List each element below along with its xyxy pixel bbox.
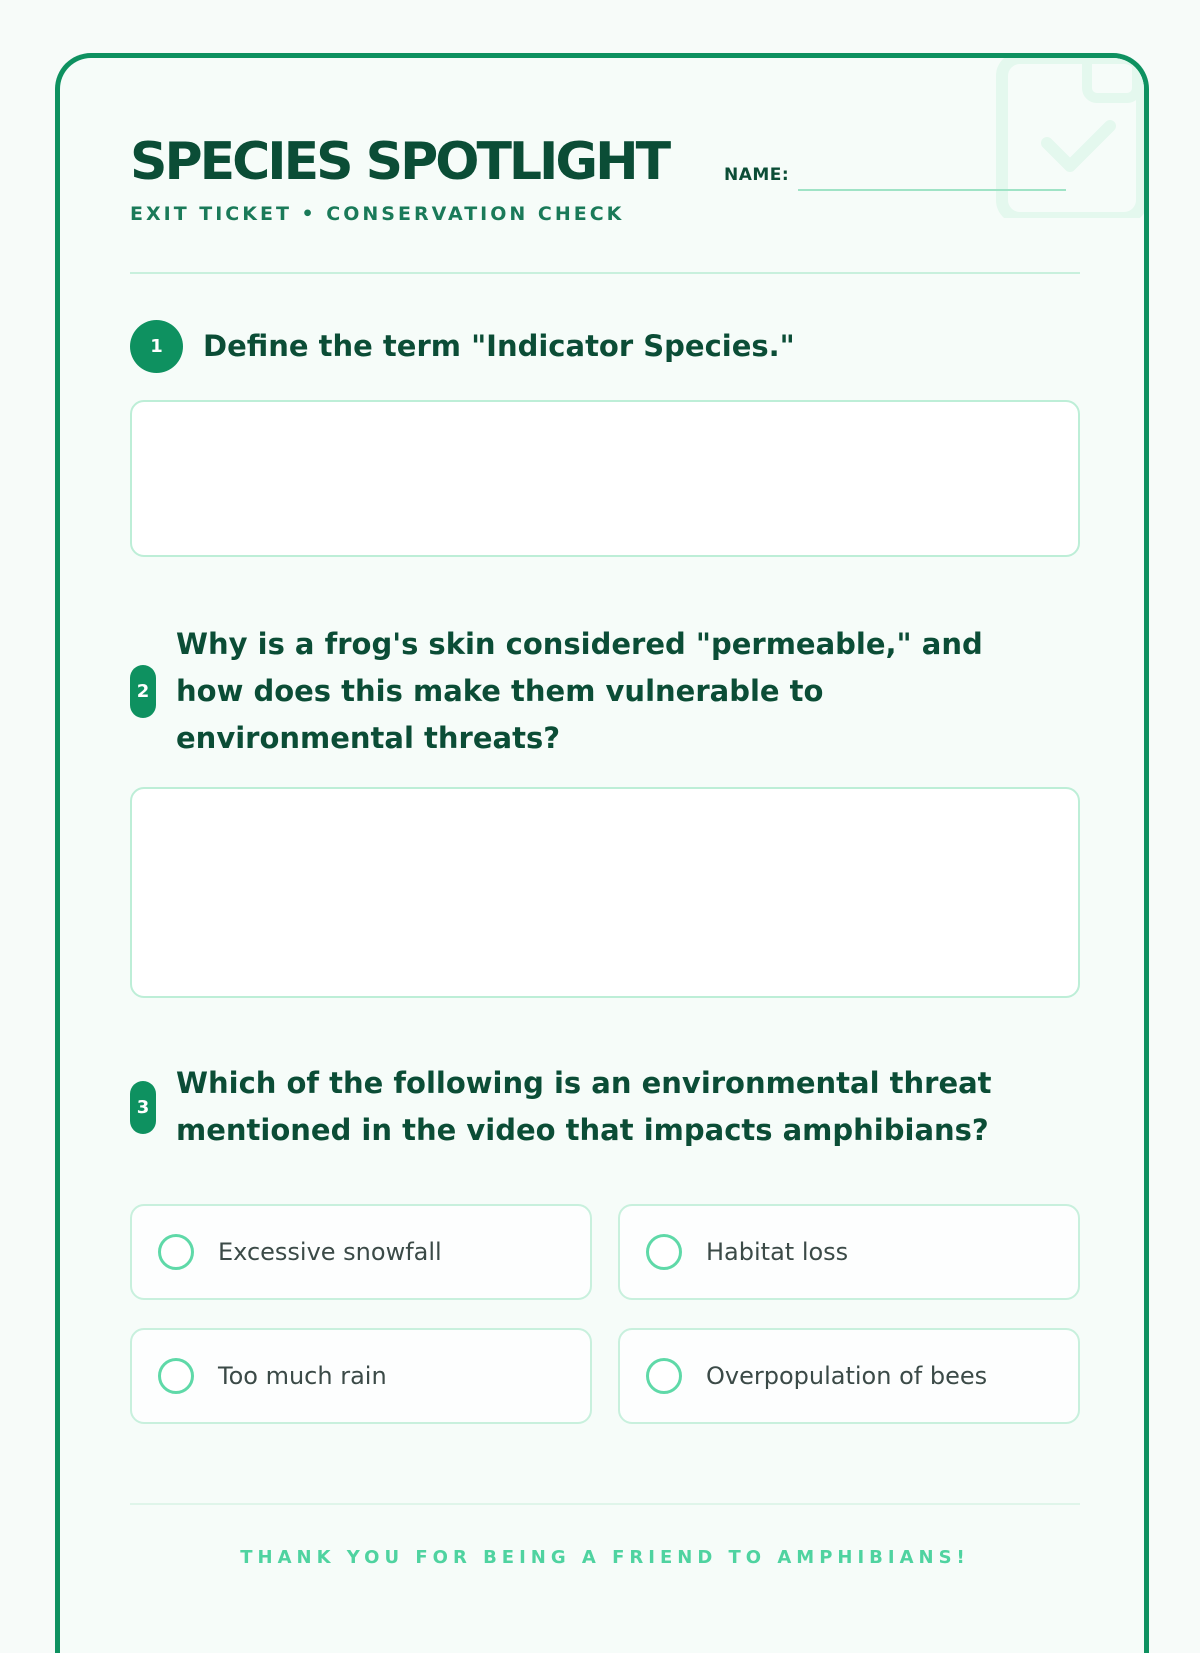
question-number-badge: 1 <box>130 320 183 373</box>
answer-box-2[interactable] <box>130 787 1080 998</box>
radio-icon[interactable] <box>646 1234 682 1270</box>
question-number-badge: 3 <box>130 1081 156 1134</box>
radio-icon[interactable] <box>646 1358 682 1394</box>
exit-ticket-card <box>55 53 1149 1653</box>
option-label: Overpopulation of bees <box>706 1362 988 1390</box>
option-label: Excessive snowfall <box>218 1238 442 1266</box>
ticket-header <box>130 132 1080 225</box>
header-divider <box>130 272 1080 274</box>
name-field-group <box>724 156 1080 191</box>
footer-message: THANK YOU FOR BEING A FRIEND TO AMPHIBIANS! <box>240 1547 970 1568</box>
option-label: Habitat loss <box>706 1238 849 1266</box>
question-2 <box>130 621 1080 762</box>
option-too-much-rain[interactable] <box>130 1328 592 1424</box>
answer-options <box>130 1204 1080 1426</box>
option-label: Too much rain <box>218 1362 387 1390</box>
option-overpopulation-of-bees[interactable] <box>618 1328 1080 1424</box>
question-text: Define the term "Indicator Species." <box>203 329 795 363</box>
page-title: SPECIES SPOTLIGHT <box>130 132 669 192</box>
question-text: Why is a frog's skin considered "permeable," and how does this make them vulnerable to environmental threats? <box>176 627 983 755</box>
option-excessive-snowfall[interactable] <box>130 1204 592 1300</box>
page-subtitle: EXIT TICKET • CONSERVATION CHECK <box>130 203 625 225</box>
question-1 <box>130 320 1080 373</box>
radio-icon[interactable] <box>158 1234 194 1270</box>
question-3 <box>130 1060 1080 1154</box>
name-label: NAME: <box>724 165 790 185</box>
question-number-badge: 2 <box>130 665 156 718</box>
option-habitat-loss[interactable] <box>618 1204 1080 1300</box>
question-text: Which of the following is an environmental threat mentioned in the video that impacts amphibians? <box>176 1066 992 1147</box>
answer-box-1[interactable] <box>130 400 1080 557</box>
name-input[interactable] <box>798 189 1066 191</box>
footer-divider <box>130 1503 1080 1505</box>
radio-icon[interactable] <box>158 1358 194 1394</box>
